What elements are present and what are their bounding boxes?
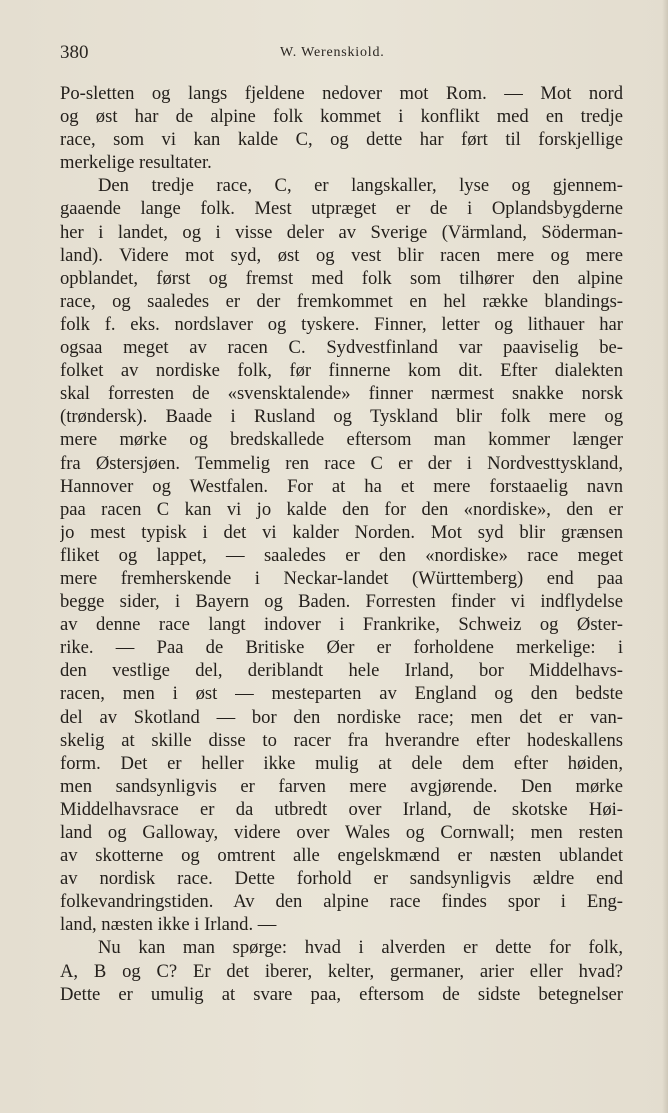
text-line: mere fremherskende i Neckar-landet (Württemberg) end paa	[60, 567, 623, 589]
text-line: opblandet, først og fremst med folk som tilhører den alpine	[60, 267, 623, 289]
text-line: folket av nordiske folk, før finnerne kom dit. Efter dialekten	[60, 360, 623, 382]
text-line: skelig at skille disse to racer fra hverandre efter hodeskallens	[60, 729, 623, 751]
text-line: jo mest typisk i det vi kalder Norden. Mot syd blir grænsen	[60, 521, 623, 543]
paragraph-end-line: merkelige resultater.	[60, 152, 212, 174]
text-line: del av Skotland — bor den nordiske race; men det er van-	[60, 706, 623, 728]
text-line: av skotterne og omtrent alle engelskmænd er næsten ublandet	[60, 845, 623, 867]
text-line: folkevandringstiden. Av den alpine race findes spor i Eng-	[60, 891, 623, 913]
text-line: Po-sletten og langs fjeldene nedover mot Rom. — Mot nord	[60, 83, 623, 104]
text-line: land). Videre mot syd, øst og vest blir racen mere og mere	[60, 244, 623, 266]
text-line: fliket og lappet, — saaledes er den «nordiske» race meget	[60, 544, 623, 566]
page-header	[60, 42, 620, 68]
text-line: og øst har de alpine folk kommet i konflikt med en tredje	[60, 106, 623, 128]
page-number: 380	[60, 42, 89, 63]
text-line: Middelhavsrace er da utbredt over Irland, de skotske Høi-	[60, 798, 623, 820]
text-line: av nordisk race. Dette forhold er sandsynligvis ældre end	[60, 868, 623, 890]
text-line: Hannover og Westfalen. For at ha et mere forstaaelig navn	[60, 475, 623, 497]
text-line: begge sider, i Bayern og Baden. Forresten finder vi indflydelse	[60, 591, 623, 613]
paragraph-start-line: Den tredje race, C, er langskaller, lyse og gjennem-	[98, 175, 623, 197]
text-line: form. Det er heller ikke mulig at dele dem efter høiden,	[60, 752, 623, 774]
text-line: her i landet, og i visse deler av Sverige (Värmland, Söderman-	[60, 221, 623, 243]
text-line: av denne race langt indover i Frankrike, Schweiz og Øster-	[60, 614, 623, 636]
text-line: fra Østersjøen. Temmelig ren race C er der i Nordvesttyskland,	[60, 452, 623, 474]
paragraph-start-line: Nu kan man spørge: hvad i alverden er dette for folk,	[98, 937, 623, 959]
running-head: W. Werenskiold.	[280, 45, 385, 60]
text-line: gaaende lange folk. Mest utpræget er de i Oplandsbygderne	[60, 198, 623, 220]
text-line: land og Galloway, videre over Wales og Cornwall; men resten	[60, 822, 623, 843]
text-line: folk f. eks. nordslaver og tyskere. Finner, letter og lithauer har	[60, 313, 623, 335]
text-line: paa racen C kan vi jo kalde den for den «nordiske», den er	[60, 498, 623, 520]
text-line: racen, men i øst — mesteparten av England og den bedste	[60, 683, 623, 705]
text-line: ogsaa meget av racen C. Sydvestfinland var paaviselig be-	[60, 337, 623, 359]
body-text	[60, 82, 623, 1006]
text-line: skal forresten de «svensktalende» finner nærmest snakke norsk	[60, 383, 623, 405]
text-line: mere mørke og bredskallede eftersom man kommer længer	[60, 429, 623, 451]
text-line: (trøndersk). Baade i Rusland og Tyskland blir folk mere og	[60, 406, 623, 428]
text-line: men sandsynligvis er farven mere avgjørende. Den mørke	[60, 775, 623, 797]
page-edge-shadow	[662, 0, 668, 1113]
text-line: race, som vi kan kalde C, og dette har ført til forskjellige	[60, 129, 623, 151]
text-line: race, og saaledes er der fremkommet en hel række blandings-	[60, 290, 623, 312]
text-line: A, B og C? Er det iberer, kelter, germaner, arier eller hvad?	[60, 960, 623, 982]
text-line: rike. — Paa de Britiske Øer er forholdene merkelige: i	[60, 637, 623, 659]
paragraph-end-line: land, næsten ikke i Irland. —	[60, 914, 277, 936]
text-line: Dette er umulig at svare paa, eftersom de sidste betegnelser	[60, 983, 623, 1005]
text-line: den vestlige del, deriblandt hele Irland, bor Middelhavs-	[60, 660, 623, 682]
